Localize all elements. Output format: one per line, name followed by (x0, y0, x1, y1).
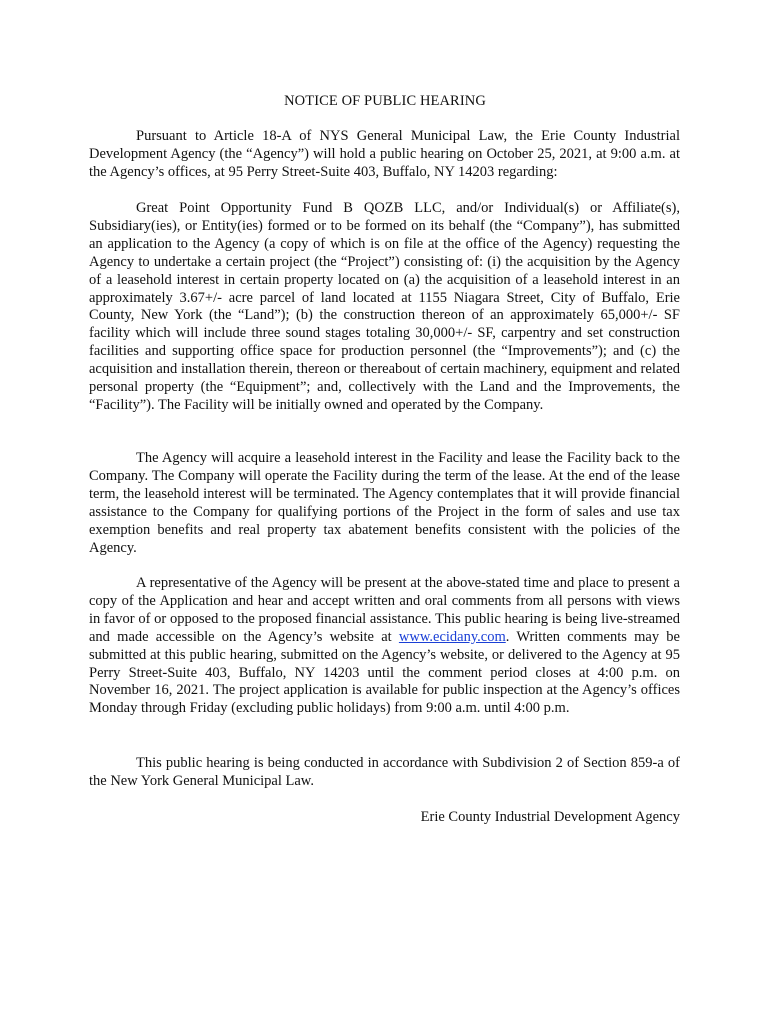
project-description-paragraph: Great Point Opportunity Fund B QOZB LLC, and/or Individual(s) or Affiliate(s), Subsidiary(ies), or Entity(ies) formed or to be formed on its behalf (the “Company”), has submitted an application to the Agency (a copy of which is on file at the office of the Agency) requesting the Agency to undertake a certain project (the “Project”) consisting of: (i) the acquisition by the Agency of a leasehold interest in certain property located on (a) the acquisition of a leasehold interest in an approximately 3.67+/- acre parcel of land located at 1155 Niagara Street, City of Buffalo, Erie County, New York (the “Land”); (b) the construction thereon of an approximately 65,000+/- SF facility which will include three sound stages totaling 30,000+/- SF, carpentry and set construction facilities and supporting office space for production personnel (the “Improvements”); and (c) the acquisition and installation therein, thereon or thereabout of certain machinery, equipment and related personal property (the “Equipment”; and, collectively with the Land and the Improvements, the “Facility”). The Facility will be initially owned and operated by the Company. (89, 200, 680, 413)
agency-signature: Erie County Industrial Development Agency (420, 809, 680, 825)
public-comment-paragraph (89, 575, 680, 718)
public-comment-text-start: A representative of the Agency will be present at the above-stated time and place to present a copy of the Application and hear and accept written and oral comments from all persons with views in favor of or opposed to the proposed financial assistance. This public hearing is being live-streamed and made accessible on the Agency’s website at (89, 575, 680, 645)
public-comment-text-end: . Written comments may be submitted at this public hearing, submitted on the Agency’s website, or delivered to the Agency at 95 Perry Street-Suite 403, Buffalo, NY 14203 until the comment period closes at 4:00 p.m. on November 16, 2021. The project application is available for public inspection at the Agency’s offices Monday through Friday (excluding public holidays) from 9:00 a.m. until 4:00 p.m. (89, 628, 680, 717)
legal-authority-paragraph: This public hearing is being conducted in accordance with Subdivision 2 of Section 859-a of the New York General Municipal Law. (89, 755, 680, 789)
agency-website-link[interactable]: www.ecidany.com (398, 628, 506, 645)
hearing-announcement-paragraph: Pursuant to Article 18-A of NYS General Municipal Law, the Erie County Industrial Development Agency (the “Agency”) will hold a public hearing on October 25, 2021, at 9:00 a.m. at the Agency’s offices, at 95 Perry Street-Suite 403, Buffalo, NY 14203 regarding: (89, 128, 680, 180)
financial-assistance-paragraph: The Agency will acquire a leasehold interest in the Facility and lease the Facility back to the Company. The Company will operate the Facility during the term of the lease. At the end of the lease term, the leasehold interest will be terminated. The Agency contemplates that it will provide financial assistance to the Company for qualifying portions of the Project in the form of sales and use tax exemption benefits and real property tax abatement benefits consistent with the policies of the Agency. (89, 450, 680, 556)
notice-title: NOTICE OF PUBLIC HEARING (284, 93, 486, 109)
